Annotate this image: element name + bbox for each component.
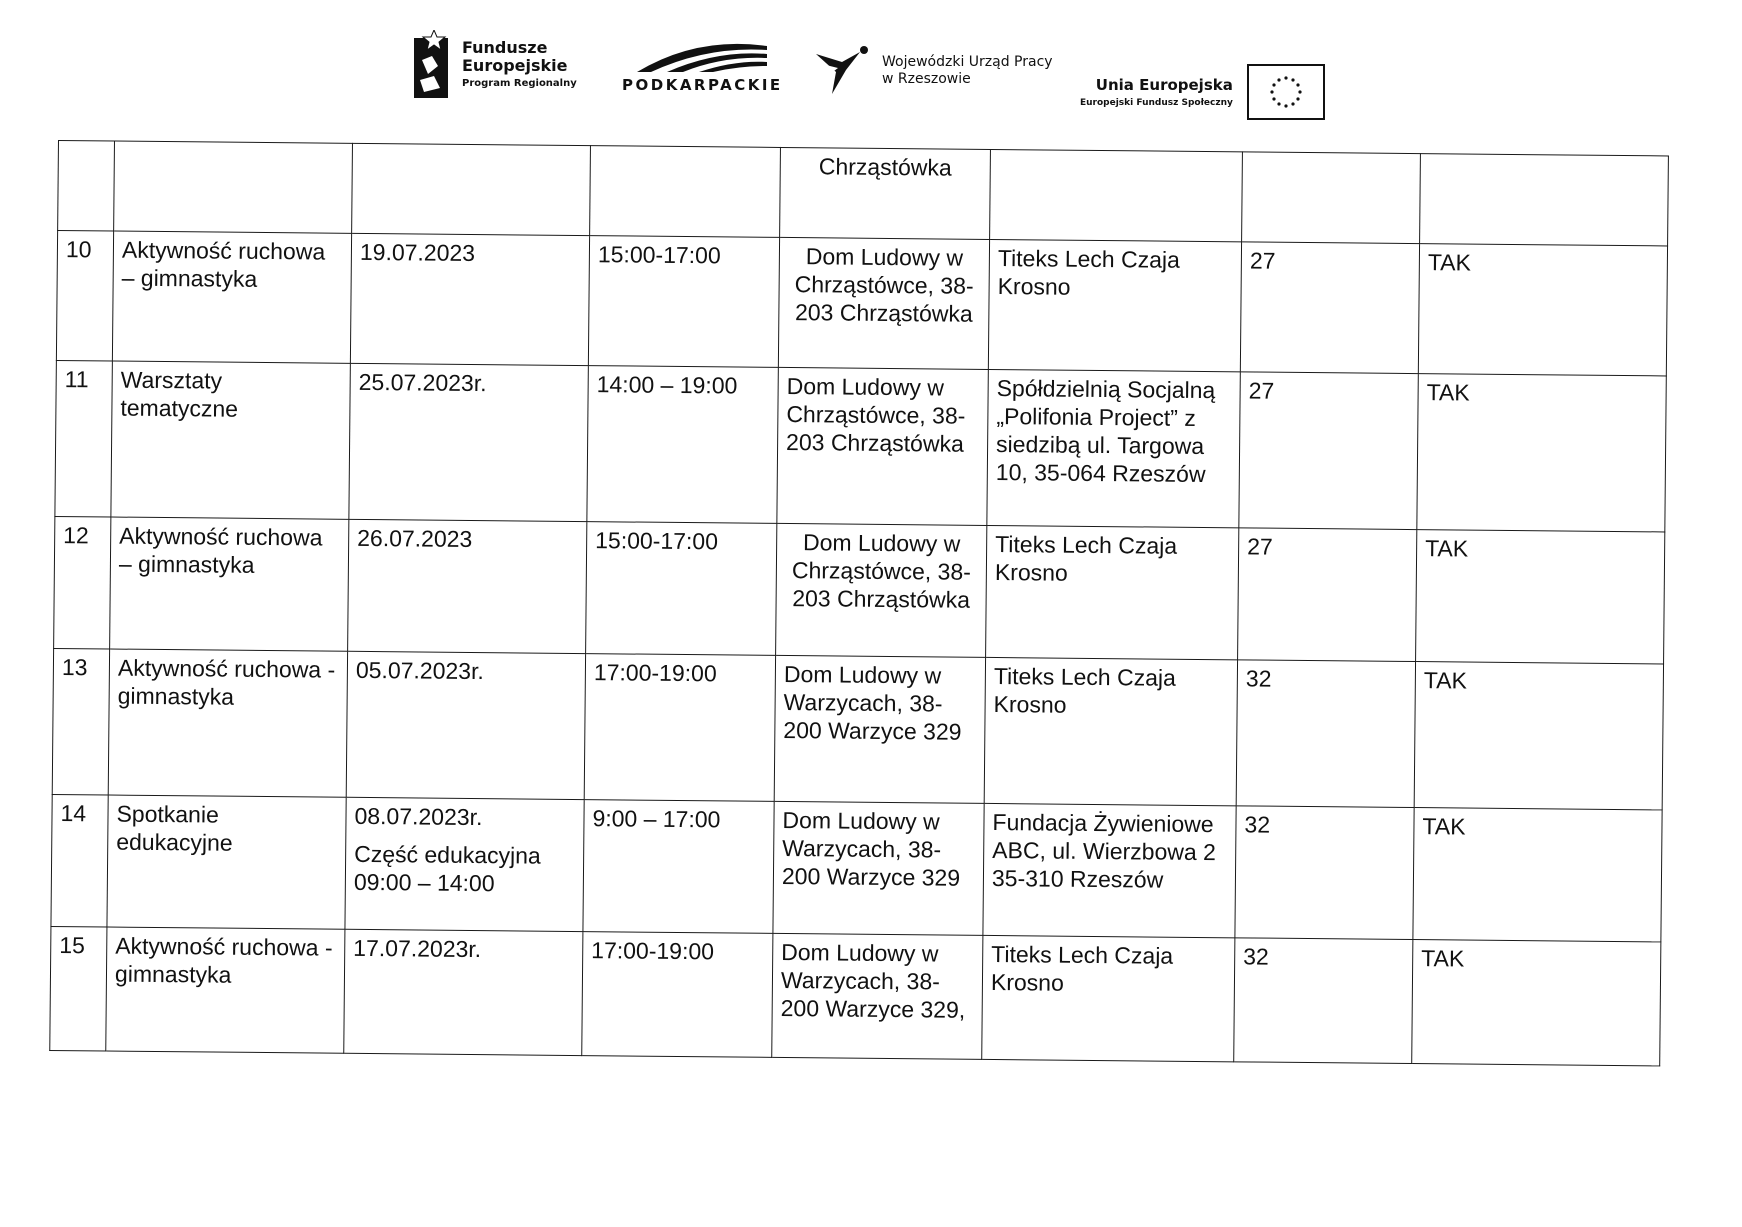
cell-nr: 11 xyxy=(55,360,112,517)
cell-status: TAK xyxy=(1416,530,1665,664)
wup-line2: w Rzeszowie xyxy=(882,71,971,87)
cell-count: 27 xyxy=(1238,528,1417,662)
date-value: 08.07.2023r. xyxy=(354,802,483,831)
cell-date: 05.07.2023r. xyxy=(346,651,585,799)
cell-time: 15:00-17:00 xyxy=(586,522,777,656)
cell-count xyxy=(1242,152,1421,244)
cell-location: Chrząstówka xyxy=(780,147,991,239)
cell-nr: 13 xyxy=(52,648,109,795)
cell-provider: Titeks Lech Czaja Krosno xyxy=(988,239,1241,371)
cell-status xyxy=(1420,154,1669,246)
cell-time xyxy=(590,146,781,238)
cell-provider: Titeks Lech Czaja Krosno xyxy=(986,525,1239,659)
cell-provider: Spółdzielnią Socjalną „Polifonia Project” z siedzibą ul. Targowa 10, 35-064 Rzeszów xyxy=(987,369,1240,527)
wup-line1: Wojewódzki Urząd Pracy xyxy=(882,54,1053,70)
cell-activity xyxy=(114,141,353,233)
table-row xyxy=(58,141,1669,246)
cell-location: Dom Ludowy w Warzycach, 38-200 Warzyce 329 xyxy=(774,655,985,803)
cell-provider: Titeks Lech Czaja Krosno xyxy=(982,935,1235,1061)
cell-time: 17:00-19:00 xyxy=(584,654,775,802)
eu-flag-icon xyxy=(1247,64,1325,120)
cell-location: Dom Ludowy w Chrząstówce, 38-203 Chrząstówka xyxy=(778,237,989,369)
cell-time: 14:00 – 19:00 xyxy=(587,366,778,524)
ue-line1: Unia Europejska xyxy=(1095,76,1233,94)
cell-nr xyxy=(58,141,115,232)
cell-date xyxy=(352,143,591,235)
cell-activity: Aktywność ruchowa - gimnastyka xyxy=(108,649,347,797)
fe-line3: Program Regionalny xyxy=(462,78,577,89)
cell-nr: 14 xyxy=(51,794,108,927)
logo-bar xyxy=(0,0,1742,120)
cell-provider: Fundacja Żywieniowe ABC, ul. Wierzbowa 2 35-310 Rzeszów xyxy=(983,803,1236,937)
wup-icon xyxy=(812,44,872,98)
table-row xyxy=(55,360,1666,531)
cell-status: TAK xyxy=(1413,808,1662,942)
fundusze-europejskie-logo xyxy=(412,30,577,102)
cell-activity: Spotkanie edukacyjne xyxy=(107,795,346,929)
cell-date: 17.07.2023r. xyxy=(344,929,583,1055)
cell-nr: 15 xyxy=(50,926,107,1051)
cell-status: TAK xyxy=(1412,940,1661,1066)
table-row xyxy=(51,794,1662,941)
podkarpackie-icon xyxy=(627,40,777,74)
cell-count: 32 xyxy=(1235,806,1414,940)
cell-status: TAK xyxy=(1418,244,1667,376)
fundusze-europejskie-icon xyxy=(412,30,452,102)
date-note: Część edukacyjna 09:00 – 14:00 xyxy=(353,840,541,897)
cell-location: Dom Ludowy w Warzycach, 38-200 Warzyce 329 xyxy=(773,801,984,935)
cell-date: 25.07.2023r. xyxy=(349,363,588,521)
ue-line2: Europejski Fundusz Społeczny xyxy=(1080,98,1233,108)
cell-location: Dom Ludowy w Chrząstówce, 38-203 Chrząstówka xyxy=(777,367,988,525)
cell-status: TAK xyxy=(1417,374,1666,532)
fe-line1: Fundusze xyxy=(462,38,548,57)
table-row xyxy=(52,648,1663,809)
cell-date: 19.07.2023 xyxy=(350,233,589,365)
cell-activity: Aktywność ruchowa – gimnastyka xyxy=(110,517,349,651)
cell-activity: Aktywność ruchowa - gimnastyka xyxy=(106,927,345,1053)
table-row xyxy=(50,926,1661,1065)
podkarpackie-text: PODKARPACKIE xyxy=(622,76,783,94)
cell-provider xyxy=(990,149,1243,241)
cell-time: 17:00-19:00 xyxy=(582,932,773,1058)
cell-count: 27 xyxy=(1239,372,1418,530)
cell-count: 32 xyxy=(1236,660,1415,808)
cell-activity: Warsztaty tematyczne xyxy=(111,361,350,519)
cell-date xyxy=(345,797,584,931)
table-row xyxy=(54,516,1665,663)
schedule-sheet xyxy=(49,140,1668,1095)
cell-activity: Aktywność ruchowa – gimnastyka xyxy=(112,231,351,363)
cell-date: 26.07.2023 xyxy=(348,519,587,653)
cell-status: TAK xyxy=(1414,662,1663,810)
wup-logo xyxy=(812,44,1053,98)
cell-location: Dom Ludowy w Chrząstówce, 38-203 Chrząstówka xyxy=(776,523,987,657)
cell-count: 32 xyxy=(1234,938,1413,1064)
cell-nr: 10 xyxy=(56,231,113,362)
cell-location: Dom Ludowy w Warzycach, 38-200 Warzyce 329, xyxy=(772,933,983,1059)
cell-nr: 12 xyxy=(54,516,111,649)
cell-provider: Titeks Lech Czaja Krosno xyxy=(984,657,1237,805)
unia-europejska-logo xyxy=(1080,64,1325,120)
table-row xyxy=(56,231,1667,376)
podkarpackie-logo xyxy=(622,40,783,94)
cell-time: 9:00 – 17:00 xyxy=(583,800,774,934)
fe-line2: Europejskie xyxy=(462,56,568,75)
cell-count: 27 xyxy=(1240,242,1419,374)
schedule-table xyxy=(49,140,1669,1066)
cell-time: 15:00-17:00 xyxy=(588,236,779,368)
